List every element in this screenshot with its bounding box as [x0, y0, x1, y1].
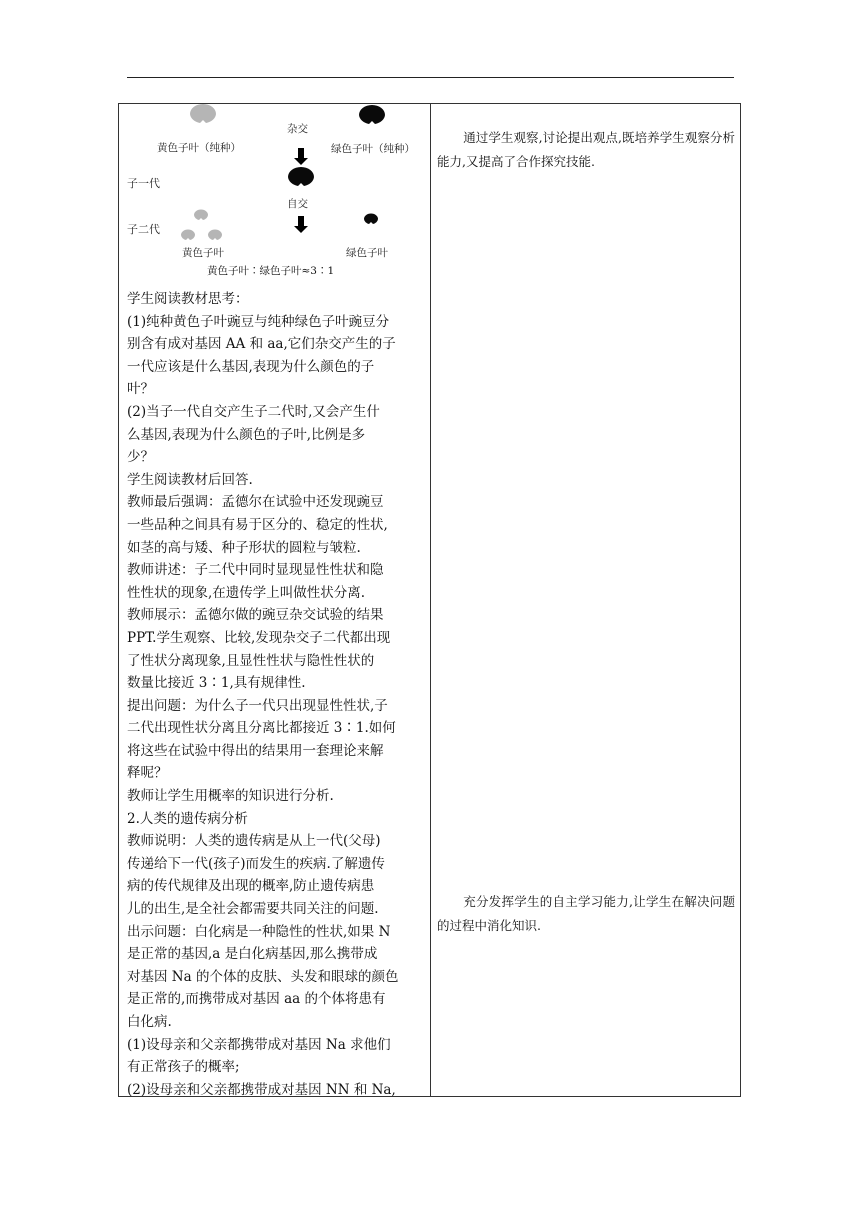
- text-line: 教师让学生用概率的知识进行分析.: [127, 788, 334, 805]
- down-arrow-icon: [294, 148, 308, 165]
- design-note-self-learning: 充分发挥学生的自主学习能力,让学生在解决问题的过程中消化知识.: [437, 894, 735, 933]
- parent-yellow-label: 黄色子叶（纯种）: [157, 142, 241, 154]
- f1-seed-icon: [288, 167, 314, 186]
- text-line: 将这些在试验中得出的结果用一套理论来解: [127, 742, 384, 759]
- text-line: 病的传代规律及出现的概率,防止遗传病患: [127, 878, 375, 895]
- text-line: 对基因 Na 的个体的皮肤、头发和眼球的颜色: [127, 968, 399, 985]
- text-line: 出示问题：白化病是一种隐性的性状,如果 N: [127, 923, 391, 940]
- text-line: 教师说明：人类的遗传病是从上一代(父母): [127, 833, 381, 850]
- lesson-text: [127, 288, 427, 1101]
- self-cross-label: 自交: [287, 198, 308, 210]
- text-line: 是正常的,而携带成对基因 aa 的个体将患有: [127, 991, 386, 1008]
- yellow-seed-parent-icon: [190, 104, 216, 123]
- down-arrow-icon: [294, 216, 308, 233]
- text-line: 么基因,表现为什么颜色的子叶,比例是多: [127, 426, 366, 443]
- text-line: 释呢？: [127, 765, 168, 782]
- text-line: 二代出现性状分离且分离比都接近 3∶1.如何: [127, 720, 396, 737]
- text-line: 是正常的基因,a 是白化病基因,那么携带成: [127, 946, 378, 963]
- text-line: 学生阅读教材后回答.: [127, 471, 253, 488]
- text-line: (1)设母亲和父亲都携带成对基因 Na 求他们: [127, 1036, 391, 1053]
- text-line: (2)当子一代自交产生子二代时,又会产生什: [127, 403, 380, 420]
- f2-green-seed-icon: [364, 214, 378, 225]
- cross-label: 杂交: [287, 123, 308, 135]
- text-line: 提出问题：为什么子一代只出现显性性状,子: [127, 697, 388, 714]
- design-note-observation: 通过学生观察,讨论提出观点,既培养学生观察分析能力,又提高了合作探究技能.: [437, 130, 735, 169]
- section-heading: 2.人类的遗传病分析: [127, 810, 248, 827]
- text-line: 教师展示：孟德尔做的豌豆杂交试验的结果: [127, 607, 384, 624]
- text-line: (2)设母亲和父亲都携带成对基因 NN 和 Na,: [127, 1081, 396, 1098]
- parent-green-label: 绿色子叶（纯种）: [331, 143, 415, 155]
- f1-label: 子一代: [127, 177, 160, 190]
- f2-green-label: 绿色子叶: [346, 247, 388, 259]
- text-line: 数量比接近 3∶1,具有规律性.: [127, 675, 306, 692]
- text-line: 学生阅读教材思考：: [127, 291, 249, 307]
- design-intent-column: [431, 104, 740, 1096]
- text-line: 叶？: [127, 381, 154, 398]
- activity-column: [119, 104, 430, 1096]
- text-line: 有正常孩子的概率;: [127, 1059, 240, 1076]
- text-line: 一代应该是什么基因,表现为什么颜色的子: [127, 358, 375, 375]
- text-line: 别含有成对基因 AA 和 aa,它们杂交产生的子: [127, 336, 396, 353]
- text-line: 教师讲述：子二代中同时显现显性性状和隐: [127, 562, 384, 579]
- f2-yellow-seed-icon: [181, 230, 195, 241]
- ratio-label: 黄色子叶∶绿色子叶≈3∶1: [207, 265, 335, 277]
- text-line: 性性状的现象,在遗传学上叫做性状分离.: [127, 584, 366, 601]
- header-rule: [127, 77, 734, 78]
- text-line: 如茎的高与矮、种子形状的圆粒与皱粒.: [127, 539, 361, 556]
- text-line: (1)纯种黄色子叶豌豆与纯种绿色子叶豌豆分: [127, 313, 390, 330]
- f2-yellow-seed-icon: [194, 210, 208, 221]
- text-line: 了性状分离现象,且显性性状与隐性性状的: [127, 652, 375, 669]
- text-line: 儿的出生,是全社会都需要共同关注的问题.: [127, 901, 379, 918]
- text-line: 教师最后强调：孟德尔在试验中还发现豌豆: [127, 494, 384, 511]
- text-line: 传递给下一代(孩子)而发生的疾病.了解遗传: [127, 855, 385, 872]
- green-seed-parent-icon: [359, 105, 385, 124]
- f2-label: 子二代: [127, 223, 160, 236]
- text-line: 一些品种之间具有易于区分的、稳定的性状,: [127, 516, 388, 533]
- lesson-table: [118, 103, 741, 1097]
- f2-yellow-seed-icon: [208, 230, 222, 241]
- text-line: PPT.学生观察、比较,发现杂交子二代都出现: [127, 629, 391, 646]
- f2-yellow-label: 黄色子叶: [182, 247, 224, 259]
- pea-cross-diagram: [119, 104, 430, 284]
- text-line: 少？: [127, 449, 154, 466]
- text-line: 白化病.: [127, 1014, 172, 1030]
